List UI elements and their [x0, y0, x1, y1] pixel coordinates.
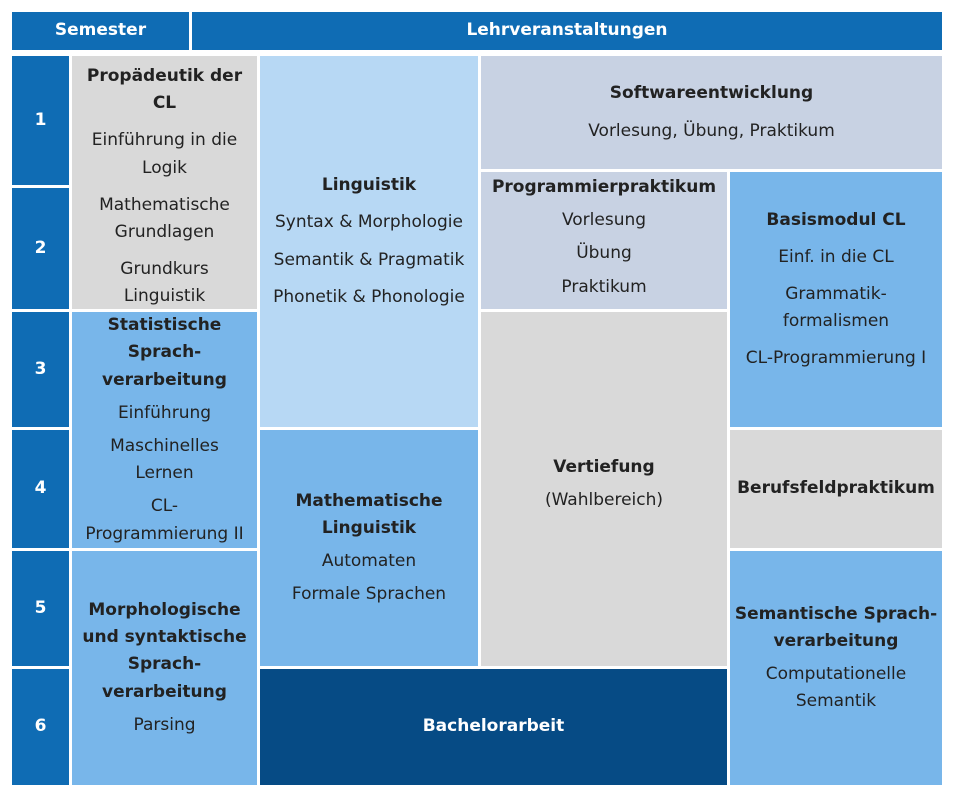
semester-2: 2: [12, 188, 69, 309]
semester-4: 4: [12, 430, 69, 548]
module-item: Einführung in die Logik: [91, 130, 238, 178]
module-softwareentwicklung: [481, 56, 942, 169]
module-item: Übung: [576, 243, 632, 264]
module-item: CL- Programmierung II: [85, 496, 244, 544]
module-item: CL-Programmierung I: [745, 348, 927, 369]
module-item: Semantik & Pragmatik: [273, 249, 465, 270]
semester-3: 3: [12, 312, 69, 427]
module-item: Grammatik- formalismen: [782, 283, 890, 332]
module-item: Mathematische Grundlagen: [99, 194, 230, 242]
module-title: Vertiefung: [553, 456, 655, 477]
module-item: Syntax & Morphologie: [275, 212, 463, 233]
module-item: Parsing: [133, 714, 196, 735]
module-title: Semantische Sprach- verarbeitung: [734, 603, 938, 651]
module-item: Einführung: [117, 402, 212, 423]
module-title: Linguistik: [321, 175, 417, 196]
module-programmierpraktikum: [481, 172, 727, 309]
module-item: Computationelle Semantik: [765, 664, 907, 712]
semester-5: 5: [12, 551, 69, 666]
semester-header: Semester: [12, 12, 189, 50]
module-title: Statistische Sprach- verarbeitung: [102, 315, 227, 390]
module-title: Mathematische Linguistik: [295, 490, 443, 538]
module-title: Programmierpraktikum: [491, 177, 717, 197]
module-title: Bachelorarbeit: [422, 716, 565, 737]
module-item: Vorlesung: [561, 210, 647, 231]
module-item: (Wahlbereich): [544, 490, 664, 510]
module-item: Formale Sprachen: [291, 584, 447, 605]
module-title: Berufsfeldpraktikum: [737, 478, 935, 499]
module-mathematische-linguistik: [260, 430, 478, 666]
module-basismodul: [730, 172, 942, 427]
module-item: Praktikum: [561, 276, 647, 297]
semester-6: 6: [12, 669, 69, 785]
module-item: Vorlesung, Übung, Praktikum: [588, 120, 835, 141]
module-bachelorarbeit: [260, 669, 727, 785]
module-title: Morphologische und syntaktische Sprach- verarbeitung: [82, 600, 247, 702]
module-linguistik: [260, 56, 478, 427]
module-title: Basismodul CL: [766, 209, 906, 230]
courses-header: Lehrveranstaltungen: [192, 12, 942, 50]
module-propaedeutik: [72, 56, 257, 309]
module-statistische: [72, 312, 257, 548]
module-item: Einf. in die CL: [778, 246, 894, 267]
module-semantische: [730, 551, 942, 785]
module-vertiefung: [481, 312, 727, 666]
module-morphologische: [72, 551, 257, 785]
module-item: Phonetik & Phonologie: [273, 286, 465, 307]
module-item: Maschinelles Lernen: [110, 436, 219, 484]
module-berufsfeld: [730, 430, 942, 548]
semester-1: 1: [12, 56, 69, 185]
module-item: Automaten: [321, 551, 417, 571]
module-item: Grundkurs Linguistik: [120, 259, 209, 307]
module-title: Propädeutik der CL: [86, 66, 243, 114]
module-title: Softwareentwicklung: [609, 83, 814, 104]
